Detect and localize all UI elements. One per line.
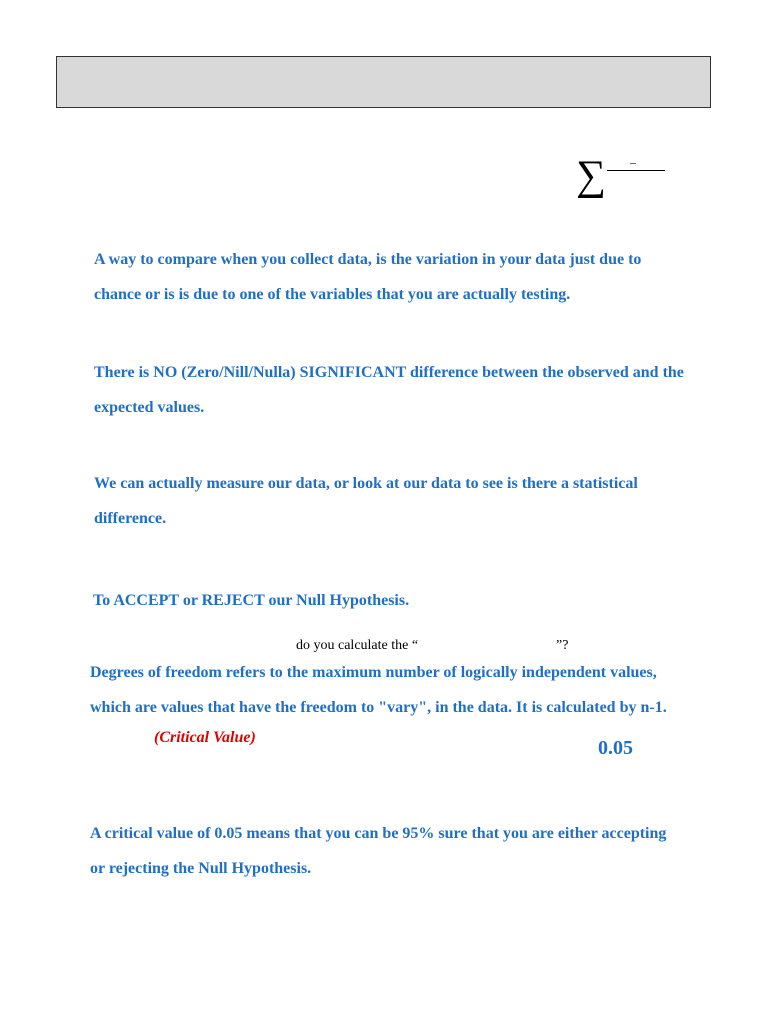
definition-paragraph [94, 242, 641, 312]
critical-value-line-1: A critical value of 0.05 means that you can be 95% sure that you are either accepting [90, 825, 667, 842]
chi-square-formula [576, 150, 676, 200]
measure-paragraph [94, 466, 638, 536]
accept-reject-line: To ACCEPT or REJECT our Null Hypothesis. [93, 592, 410, 609]
measure-line-1: We can actually measure our data, or look at our data to see is there a statistical [94, 475, 638, 492]
title-box [56, 56, 711, 108]
fraction-dash: – [630, 155, 636, 169]
null-hypothesis-line-2: expected values. [94, 399, 205, 416]
question-suffix: ”? [556, 638, 569, 653]
definition-line-2: chance or is is due to one of the variables that you are actually testing. [94, 286, 571, 303]
degrees-of-freedom-line-2: which are values that have the freedom to "vary", in the data. It is calculated by n-1. [90, 699, 667, 716]
question-prefix: do you calculate the “ [296, 638, 419, 653]
degrees-of-freedom-line-1: Degrees of freedom refers to the maximum number of logically independent values, [90, 664, 657, 681]
sigma-symbol: ∑ [576, 153, 606, 199]
degrees-of-freedom-paragraph [90, 655, 667, 725]
null-hypothesis-paragraph [94, 355, 684, 425]
definition-line-1: A way to compare when you collect data, is the variation in your data just due to [94, 251, 642, 268]
critical-value-paragraph [90, 816, 666, 886]
fraction-bar [607, 170, 665, 171]
measure-line-2: difference. [94, 510, 167, 527]
critical-value-label: (Critical Value) [154, 729, 256, 746]
accept-reject-paragraph [93, 583, 409, 618]
critical-value-line-2: or rejecting the Null Hypothesis. [90, 860, 312, 877]
critical-value-number: 0.05 [598, 737, 633, 759]
null-hypothesis-line-1: There is NO (Zero/Nill/Nulla) SIGNIFICANT difference between the observed and the [94, 364, 684, 381]
